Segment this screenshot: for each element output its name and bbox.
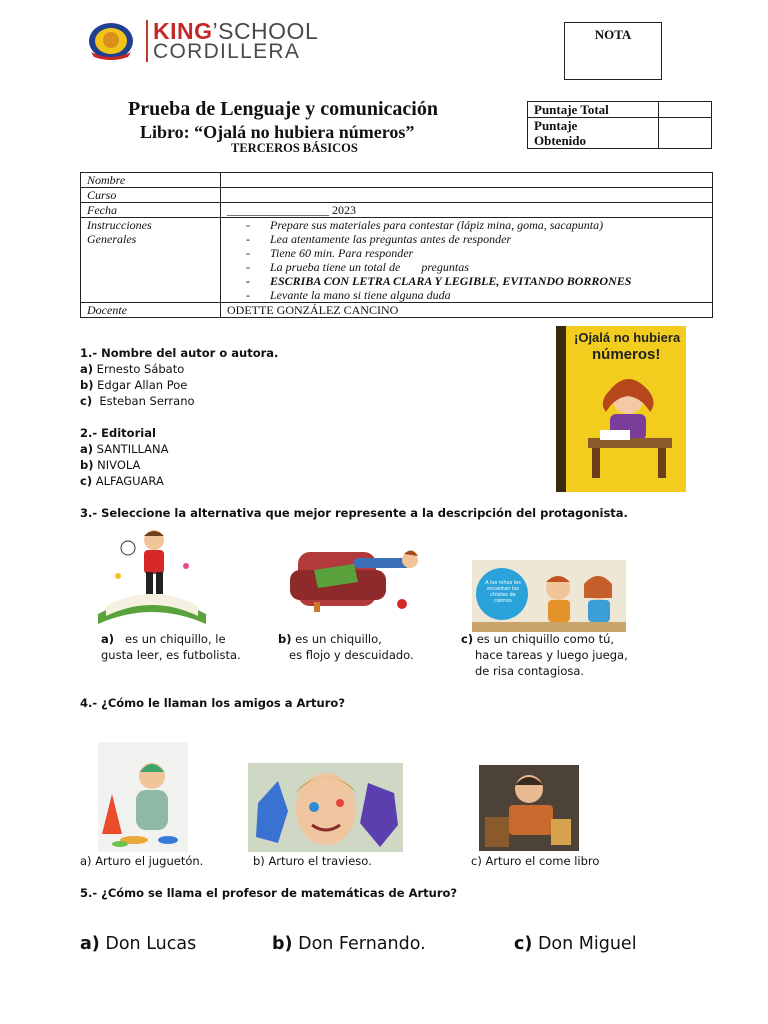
course-label: Curso (81, 188, 221, 203)
q4-option-a[interactable]: a) Arturo el juguetón. (80, 854, 204, 868)
q3-option-a-line2: gusta leer, es futbolista. (101, 648, 241, 662)
instructions-cell (221, 218, 713, 303)
instruction-item: - Levante la mano si tiene alguna duda (227, 288, 706, 302)
book-cover-title-line2: números! (592, 346, 661, 363)
q2-option-a[interactable]: a) SANTILLANA (80, 442, 169, 456)
q5-option-a[interactable]: a) Don Lucas (80, 934, 197, 954)
instruction-item: - Lea atentamente las preguntas antes de responder (227, 232, 706, 246)
q4-option-c[interactable]: c) Arturo el come libro (471, 854, 600, 868)
name-label: Nombre (81, 173, 221, 188)
q3-option-b-line1[interactable]: b) es un chiquillo, (278, 632, 382, 646)
score-total-label: Puntaje Total (528, 102, 659, 118)
q4-option-b[interactable]: b) Arturo el travieso. (253, 854, 372, 868)
q1-title: 1.- Nombre del autor o autora. (80, 346, 279, 360)
book-cover-spine (556, 326, 566, 492)
q2-option-c[interactable]: c) ALFAGUARA (80, 474, 164, 488)
school-crest-logo (88, 22, 134, 60)
q5-option-c[interactable]: c) Don Miguel (514, 934, 637, 954)
q3-image-a-boy-football-book (88, 526, 216, 628)
teacher-name: ODETTE GONZÁLEZ CANCINO (221, 303, 713, 318)
date-label: Fecha (81, 203, 221, 218)
logo-wordmark-top: KING’SCHOOL (153, 18, 319, 44)
date-field[interactable]: _________________ 2023 (221, 203, 713, 218)
q4-title: 4.- ¿Cómo le llaman los amigos a Arturo? (80, 696, 345, 710)
q3-image-b-boy-lazy-sofa (284, 530, 430, 614)
grade-level: TERCEROS BÁSICOS (231, 141, 358, 155)
book-title: Libro: “Ojalá no hubiera números” (140, 122, 415, 142)
logo-divider (146, 20, 148, 62)
q5-title: 5.- ¿Cómo se llama el profesor de matemáticas de Arturo? (80, 886, 458, 900)
q2-option-b[interactable]: b) NIVOLA (80, 458, 141, 472)
teacher-label: Docente (81, 303, 221, 318)
book-cover-image (556, 326, 686, 492)
q3-option-c-line2: hace tareas y luego juega, (475, 648, 628, 662)
instruction-item: - Prepare sus materiales para contestar (lápiz mina, goma, sacapunta) (227, 218, 706, 232)
grade-box-label: NOTA (594, 27, 632, 42)
q3-option-a-line1[interactable]: a) es un chiquillo, le (101, 632, 226, 646)
score-obtained-label: Puntaje Obtenido (528, 118, 659, 149)
student-info-table (80, 172, 713, 318)
book-cover-illustration (570, 368, 682, 488)
q3-option-c-line3: de risa contagiosa. (475, 664, 585, 678)
instruction-item: - La prueba tiene un total de preguntas (227, 260, 706, 274)
q1-option-b[interactable]: b) Edgar Allan Poe (80, 378, 188, 392)
q3-title: 3.- Seleccione la alternativa que mejor represente a la descripción del protagonista. (80, 506, 628, 520)
score-table (527, 101, 712, 149)
score-obtained-cell[interactable] (659, 118, 712, 149)
logo-wordmark-bottom: CORDILLERA (153, 40, 301, 63)
q1-option-c[interactable]: c) Esteban Serrano (80, 394, 195, 408)
course-field[interactable] (221, 188, 713, 203)
q2-title: 2.- Editorial (80, 426, 156, 440)
test-title: Prueba de Lenguaje y comunicación (128, 98, 438, 120)
q5-option-b[interactable]: b) Don Fernando. (272, 934, 426, 954)
q4-image-a-toddler-toys (98, 742, 188, 852)
q3-image-c-caption: A los niños les encantan los chistes de colmos (485, 580, 521, 604)
q1-option-a[interactable]: a) Ernesto Sábato (80, 362, 185, 376)
q4-image-c-child-eating-book (479, 765, 579, 851)
q4-image-b-painted-hands-child (248, 763, 403, 852)
instruction-item-emphasis: - ESCRIBA CON LETRA CLARA Y LEGIBLE, EVITANDO BORRONES (227, 274, 706, 288)
name-field[interactable] (221, 173, 713, 188)
q3-image-c-laughing-kids (472, 560, 626, 632)
book-cover-title-line1: ¡Ojalá no hubiera (574, 330, 681, 345)
instruction-item: - Tiene 60 min. Para responder (227, 246, 706, 260)
score-total-cell[interactable] (659, 102, 712, 118)
instructions-label: Instrucciones Generales (81, 218, 221, 303)
q3-option-b-line2: es flojo y descuidado. (289, 648, 414, 662)
q3-option-c-line1[interactable]: c) es un chiquillo como tú, (461, 632, 615, 646)
